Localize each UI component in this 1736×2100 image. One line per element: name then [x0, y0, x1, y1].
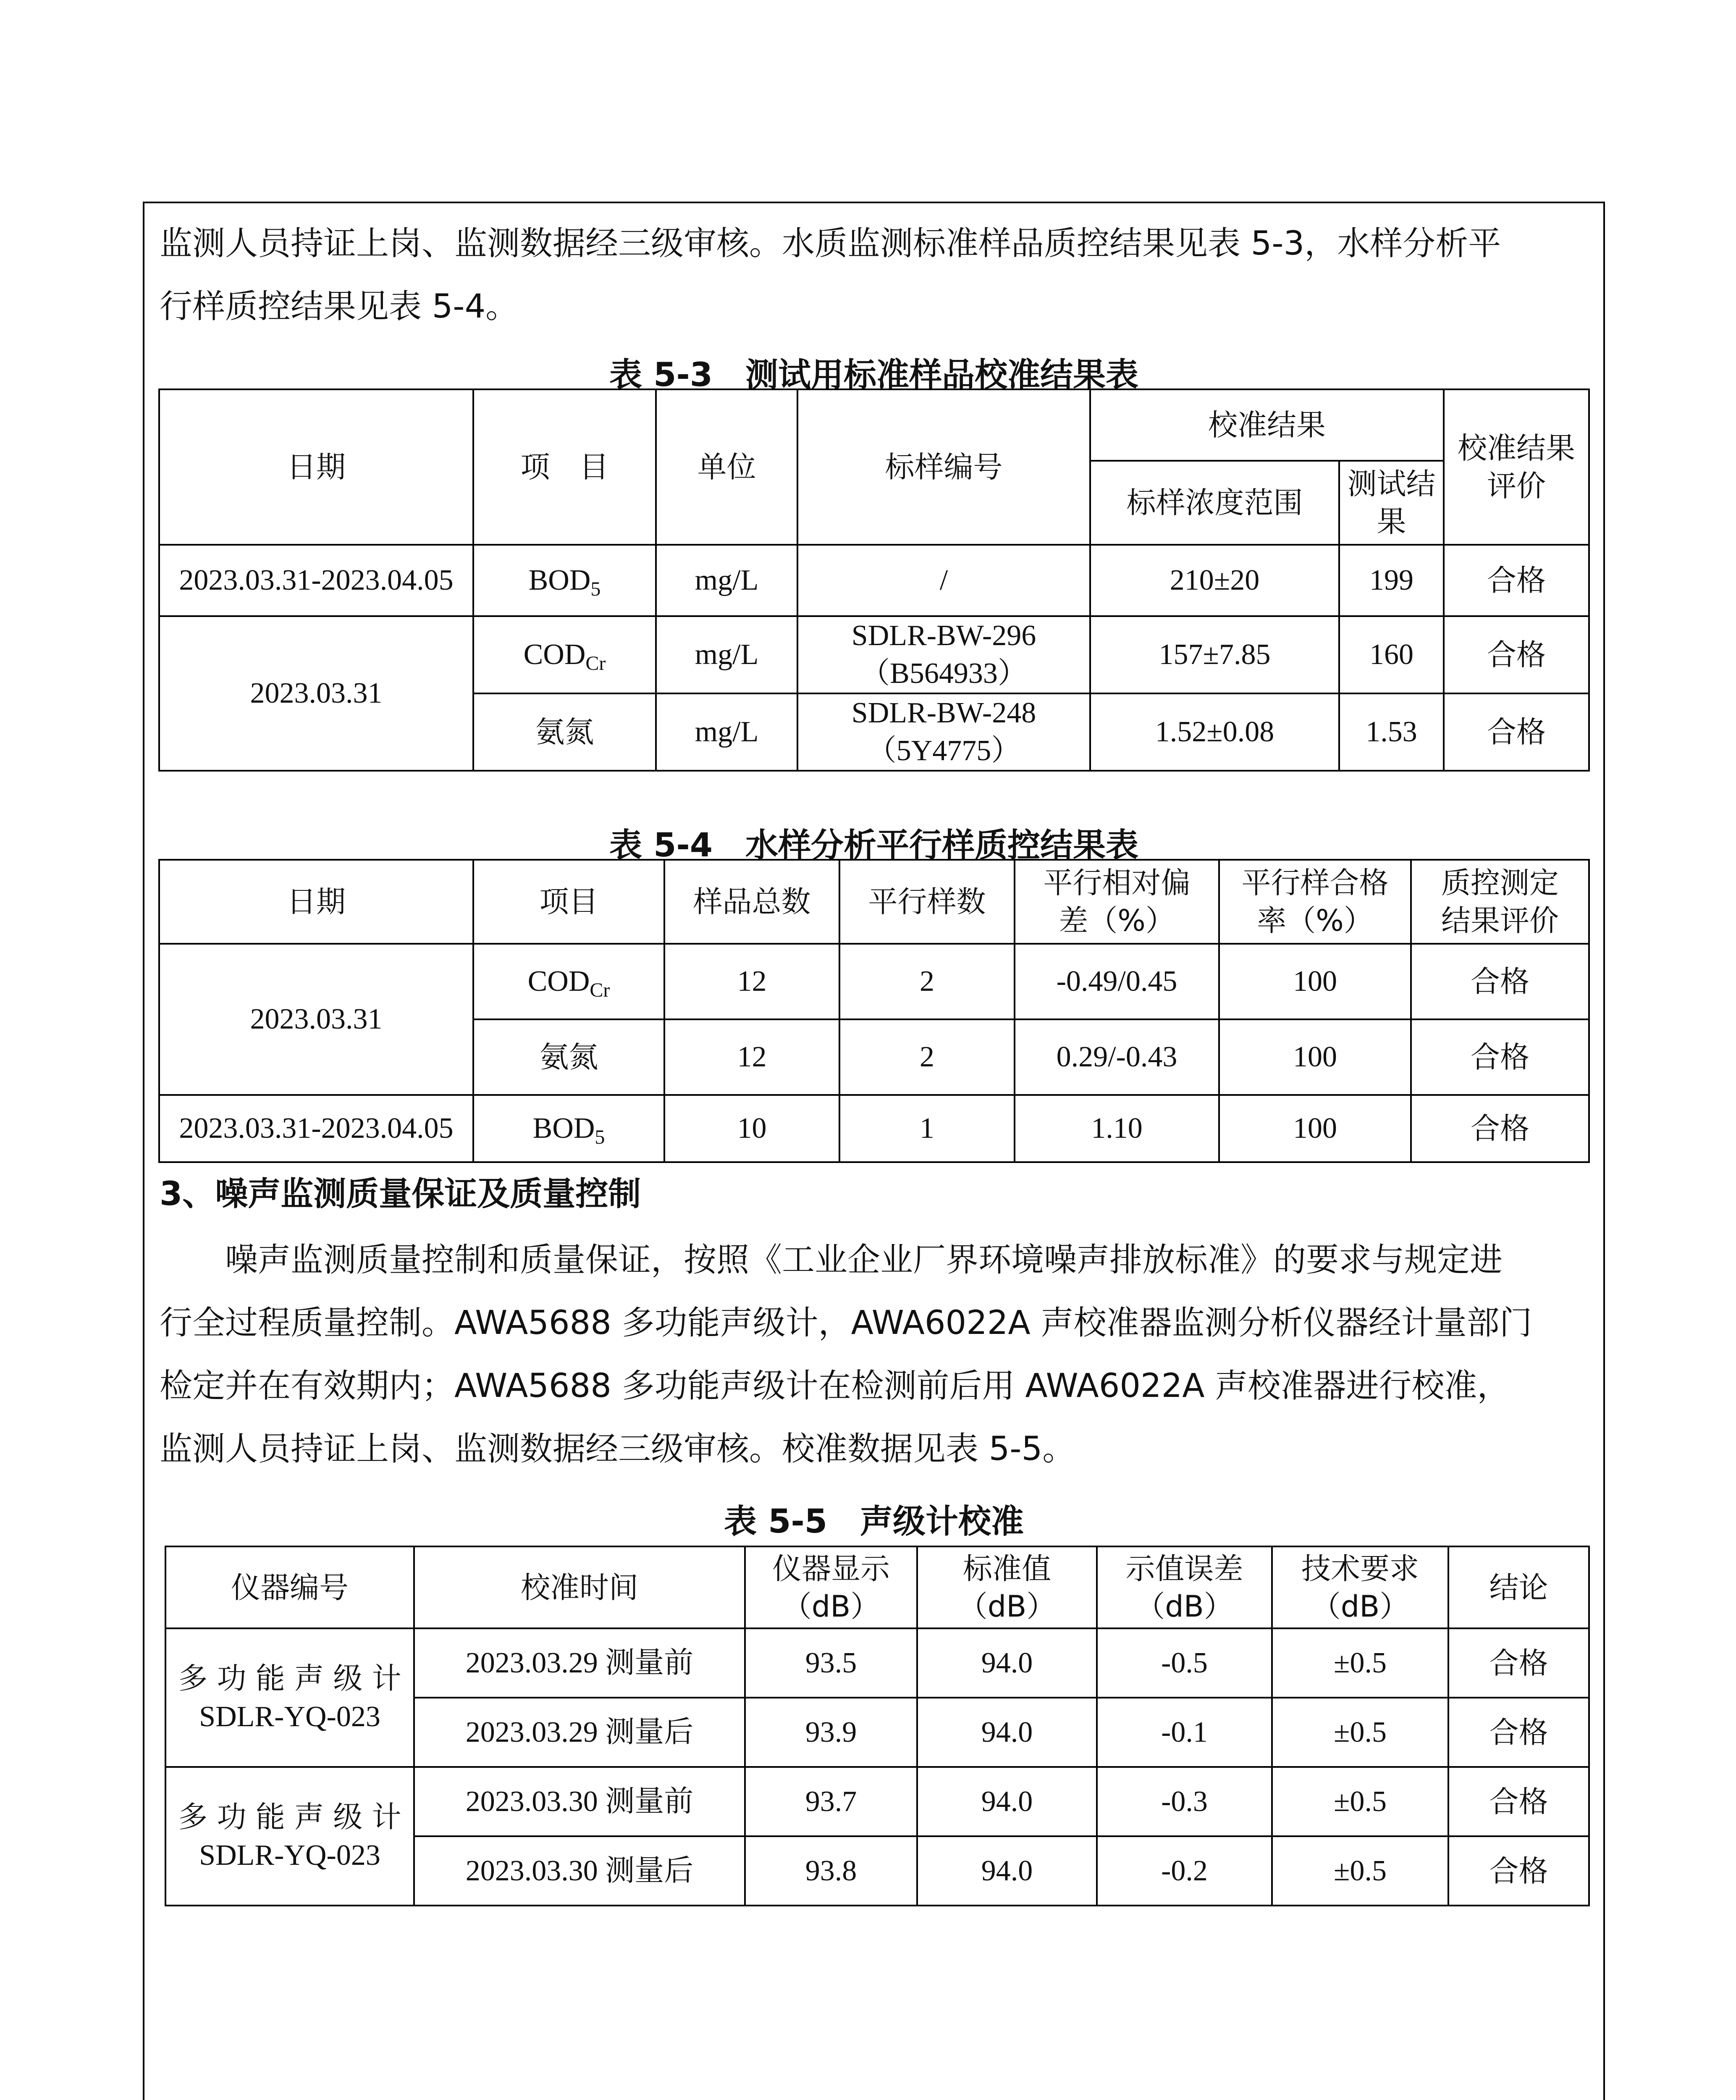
section-3-line-3: 检定并在有效期内；AWA5688 多功能声级计在检测前后用 AWA6022A 声校准器进行校准， — [160, 1367, 1510, 1405]
cell-error: -0.2 — [1097, 1836, 1272, 1906]
cell-date: 2023.03.31-2023.04.05 — [159, 545, 473, 616]
table-5-4-caption: 表 5-4 水样分析平行样质控结果表 — [609, 827, 1139, 864]
cell-requirement: ±0.5 — [1272, 1698, 1448, 1767]
cell-instrument: 多 功 能 声 级 计 SDLR-YQ-023 — [165, 1628, 414, 1767]
cell-date: 2023.03.31 — [159, 616, 473, 771]
cell-error: -0.5 — [1097, 1628, 1272, 1698]
cell-time: 2023.03.30 测量前 — [414, 1767, 745, 1836]
cell-eval: 合格 — [1444, 616, 1589, 693]
cell-item: $COD_{Cr}$ — [473, 944, 664, 1019]
header-error: 示值误差 （dB） — [1097, 1546, 1272, 1628]
table-5-3-caption: 表 5-3 测试用标准样品校准结果表 — [609, 356, 1139, 394]
header-evaluation: 校准结果评价 — [1444, 389, 1589, 545]
cell-dev: -0.49/0.45 — [1015, 944, 1219, 1019]
cell-conclusion: 合格 — [1448, 1698, 1589, 1767]
table-row — [159, 545, 1589, 616]
cell-eval: 合格 — [1411, 1095, 1589, 1162]
section-3-line-1: 噪声监测质量控制和质量保证，按照《工业企业厂界环境噪声排放标准》的要求与规定进 — [225, 1241, 1503, 1279]
intro-line-2: 行样质控结果见表 5-4。 — [160, 288, 519, 326]
header-display: 仪器显示 （dB） — [745, 1546, 917, 1628]
cell-eval: 合格 — [1411, 1019, 1589, 1095]
table-row — [165, 1767, 1589, 1836]
cell-unit: mg/L — [656, 616, 797, 693]
cell-total: 12 — [664, 944, 839, 1019]
cell-range: 210±20 — [1090, 545, 1339, 616]
header-calib-result: 校准结果 — [1090, 389, 1444, 461]
cell-standard: 94.0 — [917, 1628, 1097, 1698]
header-requirement: 技术要求 （dB） — [1272, 1546, 1448, 1628]
cell-unit: mg/L — [656, 545, 797, 616]
section-3-line-2: 行全过程质量控制。AWA5688 多功能声级计，AWA6022A 声校准器监测分析仪器经计量部门 — [160, 1304, 1532, 1342]
table-5-5-caption: 表 5-5 声级计校准 — [724, 1503, 1024, 1541]
cell-dev: 1.10 — [1015, 1095, 1219, 1162]
cell-instrument: 多 功 能 声 级 计 SDLR-YQ-023 — [165, 1767, 414, 1906]
header-unit: 单位 — [656, 389, 797, 545]
cell-total: 12 — [664, 1019, 839, 1095]
cell-conclusion: 合格 — [1448, 1836, 1589, 1906]
cell-result: 199 — [1339, 545, 1444, 616]
table-row — [159, 616, 1589, 693]
cell-standard: 94.0 — [917, 1836, 1097, 1906]
cell-conclusion: 合格 — [1448, 1628, 1589, 1698]
table-row — [159, 1095, 1589, 1162]
cell-sample-id: SDLR-BW-296 （B564933） — [797, 616, 1090, 693]
cell-eval: 合格 — [1444, 693, 1589, 771]
cell-result: 160 — [1339, 616, 1444, 693]
cell-standard: 94.0 — [917, 1767, 1097, 1836]
cell-total: 10 — [664, 1095, 839, 1162]
cell-parallel: 2 — [839, 1019, 1015, 1095]
cell-display: 93.9 — [745, 1698, 917, 1767]
cell-requirement: ±0.5 — [1272, 1628, 1448, 1698]
table-row — [165, 1628, 1589, 1698]
cell-time: 2023.03.29 测量前 — [414, 1628, 745, 1698]
header-rel-dev: 平行相对偏 差（%） — [1015, 860, 1219, 944]
intro-paragraph — [160, 212, 1587, 338]
cell-eval: 合格 — [1411, 944, 1589, 1019]
cell-range: 1.52±0.08 — [1090, 693, 1339, 771]
table-5-3 — [158, 388, 1590, 772]
cell-time: 2023.03.29 测量后 — [414, 1698, 745, 1767]
header-total: 样品总数 — [664, 860, 839, 944]
header-item: 项 目 — [473, 389, 656, 545]
cell-parallel: 1 — [839, 1095, 1015, 1162]
header-instrument: 仪器编号 — [165, 1546, 414, 1628]
cell-range: 157±7.85 — [1090, 616, 1339, 693]
cell-display: 93.5 — [745, 1628, 917, 1698]
cell-sample-id: SDLR-BW-248 （5Y4775） — [797, 693, 1090, 771]
cell-eval: 合格 — [1444, 545, 1589, 616]
cell-unit: mg/L — [656, 693, 797, 771]
header-conc-range: 标样浓度范围 — [1090, 461, 1339, 545]
cell-sample-id: / — [797, 545, 1090, 616]
cell-item: 氨氮 — [473, 1019, 664, 1095]
header-pass-rate: 平行样合格 率（%） — [1219, 860, 1411, 944]
cell-rate: 100 — [1219, 1019, 1411, 1095]
cell-time: 2023.03.30 测量后 — [414, 1836, 745, 1906]
header-test-result: 测试结果 — [1339, 461, 1444, 545]
header-time: 校准时间 — [414, 1546, 745, 1628]
header-conclusion: 结论 — [1448, 1546, 1589, 1628]
cell-item: $BOD_5$ — [473, 545, 656, 616]
cell-item: $BOD_5$ — [473, 1095, 664, 1162]
cell-date: 2023.03.31 — [159, 944, 473, 1095]
section-3-heading: 3、噪声监测质量保证及质量控制 — [160, 1175, 641, 1213]
cell-standard: 94.0 — [917, 1698, 1097, 1767]
intro-line-1: 监测人员持证上岗、监测数据经三级审核。水质监测标准样品质控结果见表 5-3，水样分析平 — [160, 225, 1501, 262]
cell-rate: 100 — [1219, 1095, 1411, 1162]
cell-error: -0.3 — [1097, 1767, 1272, 1836]
cell-date: 2023.03.31-2023.04.05 — [159, 1095, 473, 1162]
cell-conclusion: 合格 — [1448, 1767, 1589, 1836]
cell-result: 1.53 — [1339, 693, 1444, 771]
cell-display: 93.8 — [745, 1836, 917, 1906]
cell-display: 93.7 — [745, 1767, 917, 1836]
cell-parallel: 2 — [839, 944, 1015, 1019]
cell-item: $COD_{Cr}$ — [473, 616, 656, 693]
header-qc-eval: 质控测定 结果评价 — [1411, 860, 1589, 944]
header-sample-id: 标样编号 — [797, 389, 1090, 545]
cell-rate: 100 — [1219, 944, 1411, 1019]
header-item: 项目 — [473, 860, 664, 944]
table-5-4 — [158, 859, 1590, 1163]
header-date: 日期 — [159, 860, 473, 944]
table-5-5 — [165, 1546, 1590, 1906]
header-standard: 标准值 （dB） — [917, 1546, 1097, 1628]
header-date: 日期 — [159, 389, 473, 545]
cell-requirement: ±0.5 — [1272, 1767, 1448, 1836]
section-3-line-4: 监测人员持证上岗、监测数据经三级审核。校准数据见表 5-5。 — [160, 1430, 1075, 1468]
cell-dev: 0.29/-0.43 — [1015, 1019, 1219, 1095]
cell-error: -0.1 — [1097, 1698, 1272, 1767]
cell-item: 氨氮 — [473, 693, 656, 771]
section-3-paragraph — [160, 1228, 1587, 1480]
table-row — [159, 944, 1589, 1019]
cell-requirement: ±0.5 — [1272, 1836, 1448, 1906]
header-parallel: 平行样数 — [839, 860, 1015, 944]
